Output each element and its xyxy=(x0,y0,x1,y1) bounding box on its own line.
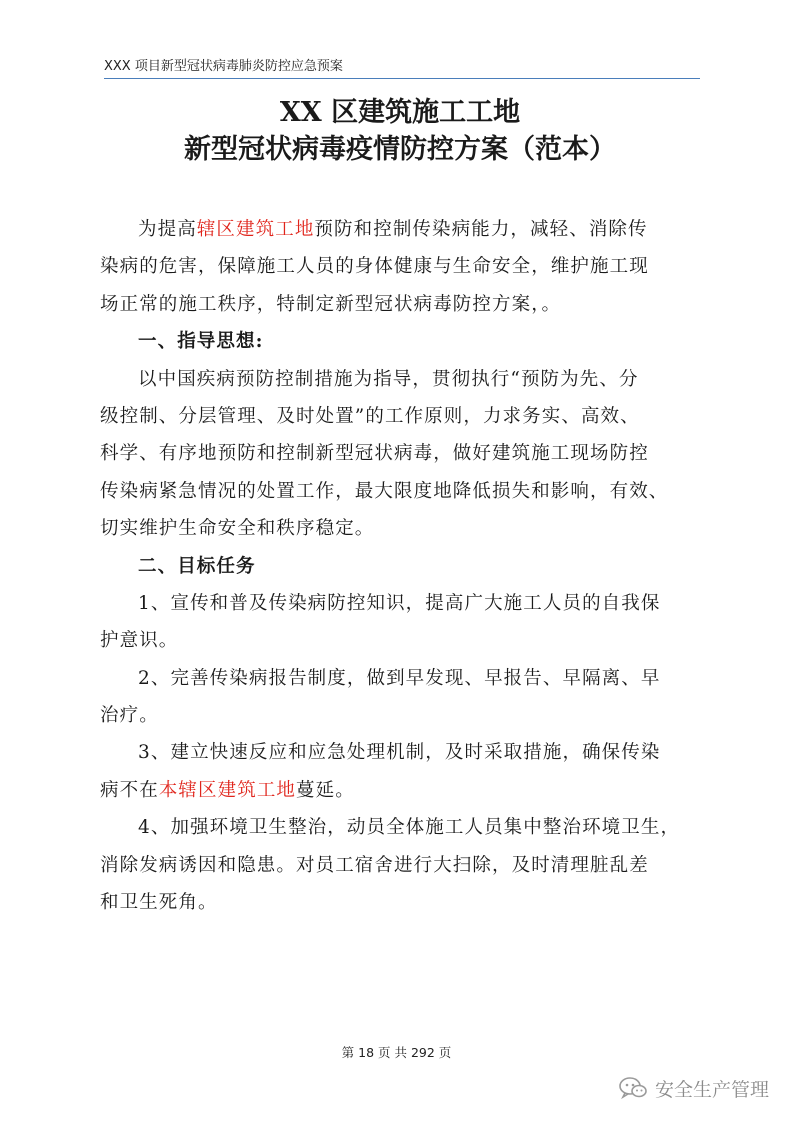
list-item-1-line-2: 护意识。 xyxy=(100,630,179,652)
watermark xyxy=(619,1072,769,1104)
section-heading-guiding-principles: 一、指导思想: xyxy=(138,331,264,353)
list-item-2-line-2: 治疗。 xyxy=(100,705,159,727)
document-body xyxy=(100,211,700,921)
section-heading-objectives: 二、目标任务 xyxy=(138,555,256,577)
list-item-4-line-2: 消除发病诱因和隐患。对员工宿舍进行大扫除，及时清理脏乱差 xyxy=(100,854,649,876)
highlighted-text: 本辖区建筑工地 xyxy=(158,779,297,801)
highlighted-text: 辖区建筑工地 xyxy=(196,219,315,240)
watermark-text: 安全生产管理 xyxy=(654,1078,769,1101)
list-item-3-line-1: 3、建立快速反应和应急处理机制，及时采取措施，确保传染 xyxy=(138,742,661,764)
section1-line-5: 切实维护生命安全和秩序稳定。 xyxy=(100,518,375,540)
list-item-4-line-3: 和卫生死角。 xyxy=(100,892,218,914)
list-item-3-line-2 xyxy=(100,772,700,809)
section1-line-4: 传染病紧急情况的处置工作，最大限度地降低损失和影响，有效、 xyxy=(100,480,669,502)
header-divider xyxy=(104,78,700,79)
document-title xyxy=(100,94,700,168)
intro-line-2: 染病的危害，保障施工人员的身体健康与生命安全，维护施工现 xyxy=(100,256,649,278)
section1-line-3: 科学、有序地预防和控制新型冠状病毒，做好建筑施工现场防控 xyxy=(100,443,649,465)
list-text: 蔓延。 xyxy=(296,779,355,801)
running-header: XXX 项目新型冠状病毒肺炎防控应急预案 xyxy=(104,59,343,74)
title-line-2: 新型冠状病毒疫情防控方案（范本） xyxy=(184,134,616,165)
list-item-4-line-1: 4、加强环境卫生整治，动员全体施工人员集中整治环境卫生， xyxy=(138,817,681,839)
list-item-1-line-1: 1、宣传和普及传染病防控知识，提高广大施工人员的自我保 xyxy=(138,592,661,614)
wechat-icon xyxy=(619,1076,647,1100)
intro-text: 预防和控制传染病能力，减轻、消除传 xyxy=(314,219,648,240)
page-number: 第 18 页 共 292 页 xyxy=(341,1045,452,1060)
title-line-1: XX 区建筑施工工地 xyxy=(279,97,521,128)
list-item-2-line-1: 2、完善传染病报告制度，做到早发现、早报告、早隔离、早 xyxy=(138,667,661,689)
intro-line-3: 场正常的施工秩序，特制定新型冠状病毒防控方案，。 xyxy=(100,293,562,315)
intro-line-1 xyxy=(100,211,700,248)
list-text: 病不在 xyxy=(100,779,159,801)
section1-line-2: 级控制、分层管理、及时处置”的工作原则，力求务实、高效、 xyxy=(100,405,640,427)
intro-text: 为提高 xyxy=(138,219,197,240)
section1-line-1: 以中国疾病预防控制措施为指导，贯彻执行“预防为先、分 xyxy=(138,368,639,390)
